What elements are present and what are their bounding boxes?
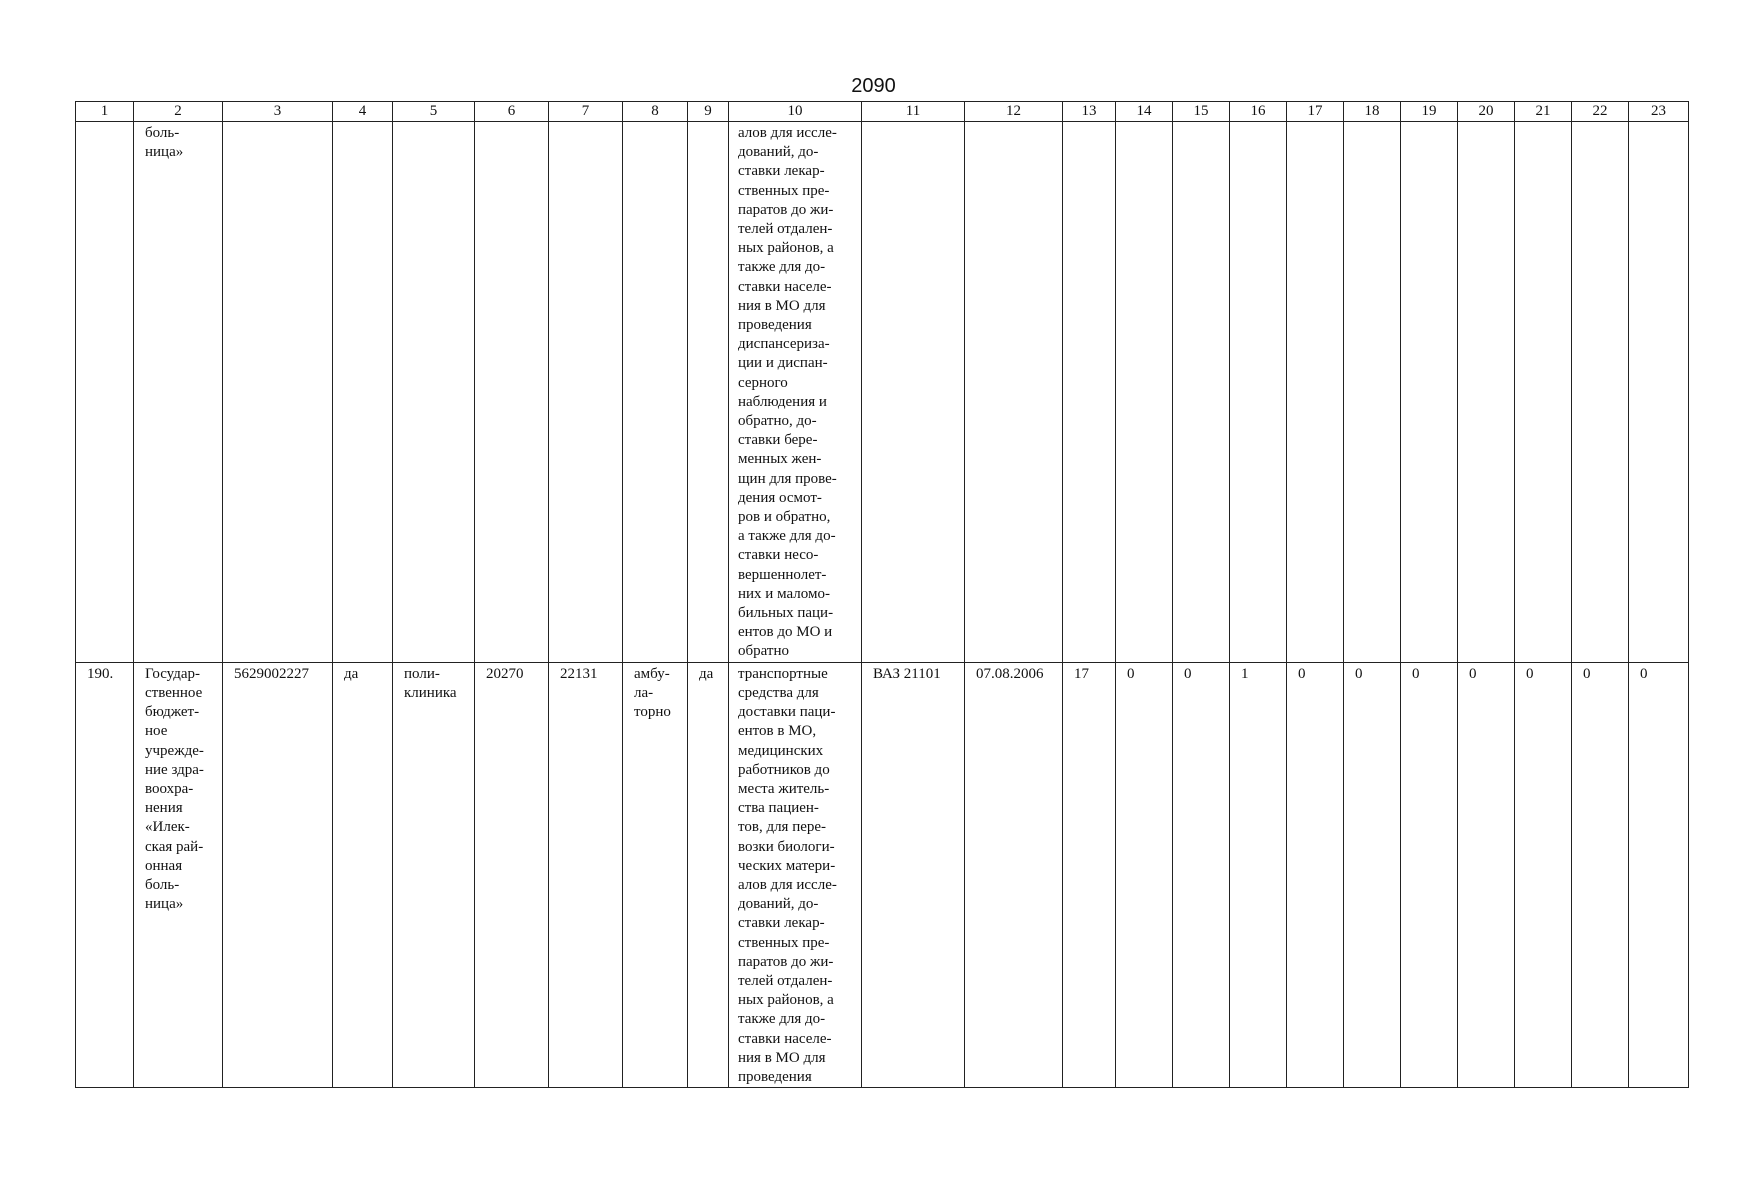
table-cell	[1287, 122, 1344, 663]
table-cell	[1116, 122, 1173, 663]
page-number: 2090	[851, 75, 896, 97]
table-cell: 0	[1401, 662, 1458, 1087]
column-number: 1	[76, 102, 134, 122]
date-cell	[965, 122, 1063, 663]
table-row-190	[76, 662, 1689, 1087]
table-cell	[688, 122, 729, 663]
column-number: 18	[1344, 102, 1401, 122]
column-number: 6	[475, 102, 549, 122]
organization-name-cell: боль- ница»	[134, 122, 223, 663]
column-number: 5	[393, 102, 475, 122]
table-cell: 22131	[549, 662, 623, 1087]
table-cell	[333, 122, 393, 663]
inn-cell: 5629002227	[223, 662, 333, 1087]
table-cell: 0	[1173, 662, 1230, 1087]
table-cell	[1344, 122, 1401, 663]
table-cell	[549, 122, 623, 663]
column-number: 23	[1629, 102, 1689, 122]
table-cell: 0	[1458, 662, 1515, 1087]
table-cell	[1173, 122, 1230, 663]
table-cell	[1629, 122, 1689, 663]
column-number: 15	[1173, 102, 1230, 122]
column-number: 9	[688, 102, 729, 122]
column-number: 11	[862, 102, 965, 122]
column-number: 20	[1458, 102, 1515, 122]
purpose-description-cell: транспортные средства для доставки паци- ентов в МО, медицинских работников до места житель- ства пациен- тов, для пере- возки биологи- ческих матери- алов для иссле- дований, до- ставки лекар- ственных пре- паратов до жи- телей отдален- ных районов, а также для до- ставки населе- ния в МО для проведения	[729, 662, 862, 1087]
table-cell	[623, 122, 688, 663]
table-cell: 17	[1063, 662, 1116, 1087]
facility-type-cell: поли- клиника	[393, 662, 475, 1087]
table-cell	[1230, 122, 1287, 663]
table-cell	[1063, 122, 1116, 663]
column-number: 2	[134, 102, 223, 122]
column-number: 19	[1401, 102, 1458, 122]
column-number: 3	[223, 102, 333, 122]
table-cell: да	[688, 662, 729, 1087]
table-cell	[475, 122, 549, 663]
column-number: 22	[1572, 102, 1629, 122]
table-cell: 0	[1116, 662, 1173, 1087]
column-number-row	[76, 102, 1689, 122]
table-cell: 0	[1629, 662, 1689, 1087]
column-number: 8	[623, 102, 688, 122]
table-cell: 1	[1230, 662, 1287, 1087]
table-cell	[1401, 122, 1458, 663]
column-number: 7	[549, 102, 623, 122]
row-number-cell: 190.	[76, 662, 134, 1087]
column-number: 14	[1116, 102, 1173, 122]
date-cell: 07.08.2006	[965, 662, 1063, 1087]
column-number: 10	[729, 102, 862, 122]
table-cell: 0	[1572, 662, 1629, 1087]
table-cell	[1458, 122, 1515, 663]
vehicle-model-cell	[862, 122, 965, 663]
table-cell: 20270	[475, 662, 549, 1087]
table-cell	[1515, 122, 1572, 663]
table-cell: 0	[1287, 662, 1344, 1087]
column-number: 16	[1230, 102, 1287, 122]
purpose-description-cell: алов для иссле- дований, до- ставки лекар- ственных пре- паратов до жи- телей отдален- ных районов, а также для до- ставки населе- ния в МО для проведения диспансериза- ции и диспан- серного наблюдения и обратно, до- ставки бере- менных жен- щин для прове- дения осмот- ров и обратно, а также для до- ставки несо- вершеннолет- них и маломо- бильных паци- ентов до МО и обратно	[729, 122, 862, 663]
column-number: 13	[1063, 102, 1116, 122]
inn-cell	[223, 122, 333, 663]
table-cell: 0	[1515, 662, 1572, 1087]
row-number-cell	[76, 122, 134, 663]
table-cell	[1572, 122, 1629, 663]
table-cell	[393, 122, 475, 663]
column-number: 21	[1515, 102, 1572, 122]
care-mode-cell: амбу- ла- торно	[623, 662, 688, 1087]
vehicle-model-cell: ВАЗ 21101	[862, 662, 965, 1087]
organization-name-cell: Государ- ственное бюджет- ное учрежде- ние здра- воохра- нения «Илек- ская рай- онная боль- ница»	[134, 662, 223, 1087]
column-number: 17	[1287, 102, 1344, 122]
column-number: 12	[965, 102, 1063, 122]
register-table	[75, 101, 1689, 1088]
table-row-continued	[76, 122, 1689, 663]
table-cell: да	[333, 662, 393, 1087]
table-cell: 0	[1344, 662, 1401, 1087]
column-number: 4	[333, 102, 393, 122]
